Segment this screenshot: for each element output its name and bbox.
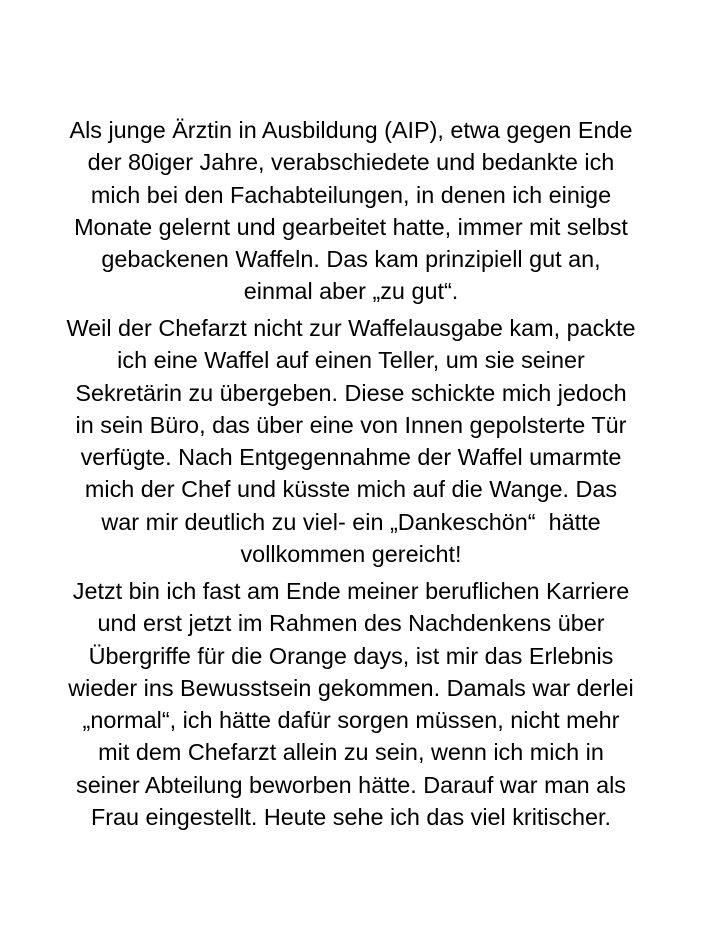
text-line: Sekretärin zu übergeben. Diese schickte mich jedoch — [75, 379, 627, 406]
paragraph-1 — [20, 114, 682, 308]
text-line: war mir deutlich zu viel- ein „Dankeschön“ hätte — [101, 508, 601, 535]
text-line: Übergriffe für die Orange days, ist mir das Erlebnis — [88, 642, 614, 669]
text-line: und erst jetzt im Rahmen des Nachdenkens über — [97, 610, 605, 637]
text-line: seiner Abteilung beworben hätte. Darauf war man als — [76, 771, 626, 798]
text-line: Frau eingestellt. Heute sehe ich das viel kritischer. — [90, 804, 612, 831]
text-line: in sein Büro, das über eine von Innen gepolsterte Tür — [75, 411, 627, 438]
text-line: ich eine Waffel auf einen Teller, um sie seiner — [117, 347, 585, 374]
text-line: mit dem Chefarzt allein zu sein, wenn ich mich in — [98, 739, 604, 766]
text-line: einmal aber „zu gut“. — [243, 278, 459, 305]
text-line: wieder ins Bewusstsein gekommen. Damals war derlei — [68, 674, 634, 701]
paragraph-3 — [20, 575, 682, 833]
text-line: vollkommen gereicht! — [240, 541, 462, 568]
paragraph-2 — [20, 312, 682, 570]
text-line: verfügte. Nach Entgegennahme der Waffel umarmte — [80, 444, 622, 471]
text-line: Jetzt bin ich fast am Ende meiner beruflichen Karriere — [72, 578, 630, 604]
text-line: Monate gelernt und gearbeitet hatte, immer mit selbst — [74, 213, 628, 240]
text-line: Weil der Chefarzt nicht zur Waffelausgabe kam, packte — [66, 315, 636, 341]
text-line: gebackenen Waffeln. Das kam prinzipiell gut an, — [101, 246, 601, 273]
text-line: der 80iger Jahre, verabschiedete und bedankte ich — [87, 149, 615, 176]
text-line: mich bei den Fachabteilungen, in denen ich einige — [90, 181, 612, 208]
text-line: mich der Chef und küsste mich auf die Wange. Das — [84, 476, 618, 503]
text-line: „normal“, ich hätte dafür sorgen müssen, nicht mehr — [82, 707, 620, 734]
text-line: Als junge Ärztin in Ausbildung (AIP), etwa gegen Ende — [69, 117, 633, 143]
